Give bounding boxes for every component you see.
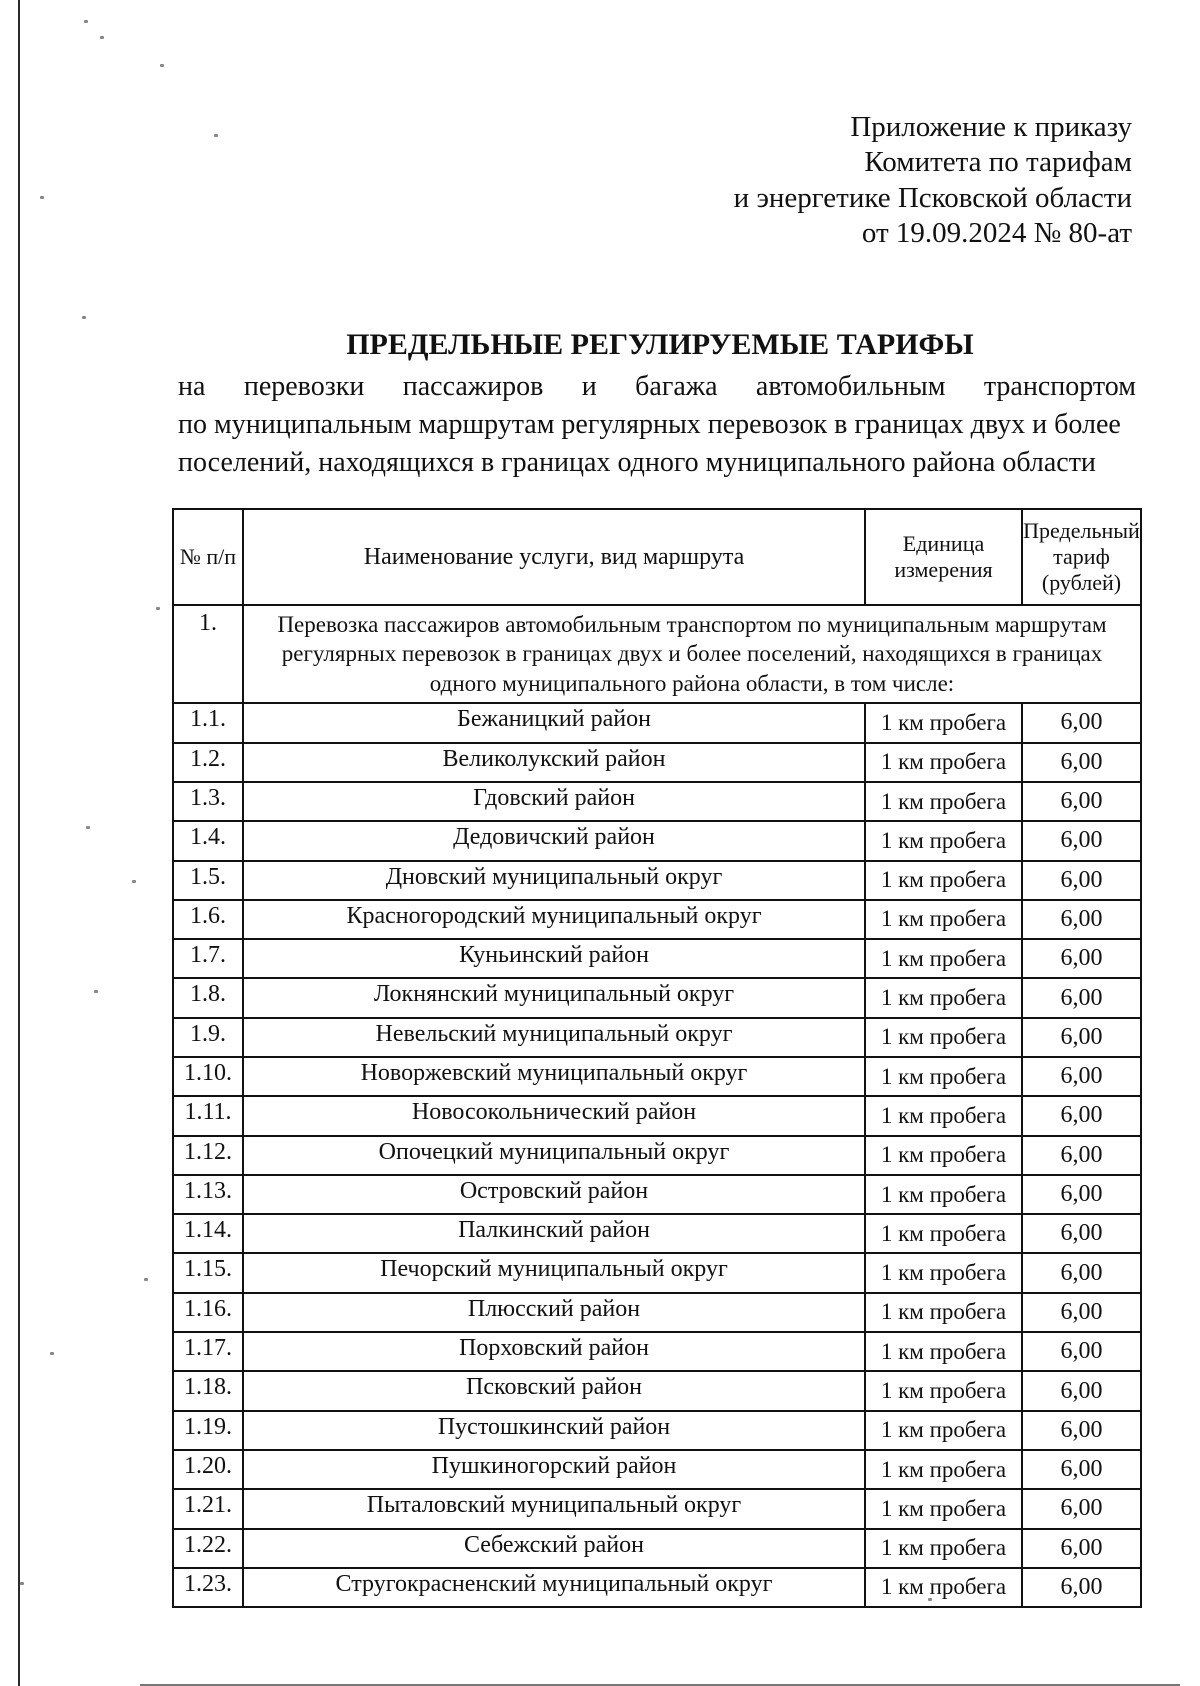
row-district-name: Новоржевский муниципальный округ (243, 1057, 865, 1096)
document-title: ПРЕДЕЛЬНЫЕ РЕГУЛИРУЕМЫЕ ТАРИФЫ (346, 328, 974, 361)
row-number: 1.10. (173, 1057, 243, 1096)
row-unit: 1 км пробега (865, 1214, 1022, 1253)
row-tariff: 6,00 (1022, 782, 1141, 821)
row-number: 1.21. (173, 1489, 243, 1528)
row-tariff: 6,00 (1022, 1096, 1141, 1135)
row-tariff: 6,00 (1022, 1057, 1141, 1096)
row-unit: 1 км пробега (865, 1450, 1022, 1489)
subtitle-word: перевозки (243, 371, 365, 402)
subtitle-word: и (581, 371, 597, 402)
table-row (173, 1096, 1141, 1135)
scan-speck (144, 1278, 148, 1281)
subtitle-word: транспортом (983, 371, 1136, 402)
table-header-row (173, 509, 1141, 605)
table-row (173, 743, 1141, 782)
row-district-name: Себежский район (243, 1529, 865, 1568)
row-district-name: Гдовский район (243, 782, 865, 821)
row-district-name: Плюсский район (243, 1293, 865, 1332)
table-row (173, 978, 1141, 1017)
table-row (173, 1371, 1141, 1410)
row-district-name: Куньинский район (243, 939, 865, 978)
table-row (173, 782, 1141, 821)
table-row (173, 821, 1141, 860)
row-unit: 1 км пробега (865, 900, 1022, 939)
scan-speck (20, 1582, 24, 1585)
section-number: 1. (173, 605, 243, 703)
table-row (173, 1214, 1141, 1253)
row-district-name: Опочецкий муниципальный округ (243, 1136, 865, 1175)
row-tariff: 6,00 (1022, 900, 1141, 939)
row-unit: 1 км пробега (865, 743, 1022, 782)
row-number: 1.7. (173, 939, 243, 978)
header-unit: Единица измерения (865, 509, 1022, 605)
row-tariff: 6,00 (1022, 1529, 1141, 1568)
row-number: 1.16. (173, 1293, 243, 1332)
row-number: 1.2. (173, 743, 243, 782)
scan-speck (132, 880, 136, 883)
table-row (173, 1136, 1141, 1175)
row-number: 1.15. (173, 1253, 243, 1292)
row-number: 1.5. (173, 861, 243, 900)
header-number: № п/п (173, 509, 243, 605)
row-number: 1.6. (173, 900, 243, 939)
row-unit: 1 км пробега (865, 1568, 1022, 1607)
table-row (173, 1018, 1141, 1057)
subtitle-line: поселений, находящихся в границах одного муниципального района области (178, 447, 1096, 479)
row-unit: 1 км пробега (865, 1057, 1022, 1096)
row-number: 1.12. (173, 1136, 243, 1175)
table-row (173, 900, 1141, 939)
table-row (173, 1293, 1141, 1332)
row-number: 1.20. (173, 1450, 243, 1489)
row-number: 1.1. (173, 703, 243, 742)
table-row (173, 703, 1141, 742)
row-tariff: 6,00 (1022, 1253, 1141, 1292)
row-tariff: 6,00 (1022, 1450, 1141, 1489)
row-unit: 1 км пробега (865, 1018, 1022, 1057)
row-district-name: Красногородский муниципальный округ (243, 900, 865, 939)
document-subtitle (178, 368, 1136, 482)
row-tariff: 6,00 (1022, 1175, 1141, 1214)
row-tariff: 6,00 (1022, 1568, 1141, 1607)
table-row (173, 1450, 1141, 1489)
row-tariff: 6,00 (1022, 1371, 1141, 1410)
row-district-name: Новосокольнический район (243, 1096, 865, 1135)
approval-line: Приложение к приказу (850, 111, 1132, 143)
row-unit: 1 км пробега (865, 1253, 1022, 1292)
table-row (173, 1175, 1141, 1214)
row-district-name: Локнянский муниципальный округ (243, 978, 865, 1017)
row-tariff: 6,00 (1022, 1214, 1141, 1253)
row-number: 1.13. (173, 1175, 243, 1214)
table-row (173, 939, 1141, 978)
table-row (173, 1057, 1141, 1096)
header-service-name: Наименование услуги, вид маршрута (243, 509, 865, 605)
scan-speck (40, 196, 44, 199)
approval-line: Комитета по тарифам (864, 146, 1132, 179)
row-tariff: 6,00 (1022, 1332, 1141, 1371)
row-unit: 1 км пробега (865, 1175, 1022, 1214)
subtitle-line: по муниципальным маршрутам регулярных перевозок в границах двух и более (178, 409, 1121, 441)
approval-block (734, 110, 1132, 252)
row-tariff: 6,00 (1022, 1136, 1141, 1175)
row-tariff: 6,00 (1022, 1489, 1141, 1528)
header-tariff: Предельный тариф (рублей) (1022, 509, 1141, 605)
scan-page-edge (18, 0, 20, 1686)
row-unit: 1 км пробега (865, 1096, 1022, 1135)
row-tariff: 6,00 (1022, 1018, 1141, 1057)
scan-speck (50, 1352, 54, 1355)
row-number: 1.11. (173, 1096, 243, 1135)
row-tariff: 6,00 (1022, 821, 1141, 860)
row-tariff: 6,00 (1022, 1293, 1141, 1332)
row-tariff: 6,00 (1022, 978, 1141, 1017)
row-unit: 1 км пробега (865, 1332, 1022, 1371)
row-number: 1.9. (173, 1018, 243, 1057)
row-district-name: Великолукский район (243, 743, 865, 782)
table-row (173, 1489, 1141, 1528)
scan-speck (82, 316, 86, 319)
row-district-name: Печорский муниципальный округ (243, 1253, 865, 1292)
table-row (173, 1253, 1141, 1292)
section-description: Перевозка пассажиров автомобильным транспортом по муниципальным маршрутам регулярных перевозок в границах двух и более поселений, находящихся в границах одного муниципального района области, в том числе: (243, 605, 1141, 703)
scan-speck (84, 20, 88, 23)
scan-speck (100, 36, 104, 39)
subtitle-word: автомобильным (755, 371, 946, 402)
row-district-name: Дновский муниципальный округ (243, 861, 865, 900)
subtitle-word: пассажиров (402, 371, 544, 402)
row-district-name: Стругокрасненский муниципальный округ (243, 1568, 865, 1607)
row-district-name: Пыталовский муниципальный округ (243, 1489, 865, 1528)
row-district-name: Пушкиногорский район (243, 1450, 865, 1489)
row-district-name: Порховский район (243, 1332, 865, 1371)
row-district-name: Пустошкинский район (243, 1411, 865, 1450)
subtitle-line-justified (178, 368, 1136, 406)
approval-line: и энергетике Псковской области (733, 181, 1132, 214)
scan-speck (94, 990, 98, 993)
row-unit: 1 км пробега (865, 1489, 1022, 1528)
table-row (173, 1568, 1141, 1607)
row-number: 1.17. (173, 1332, 243, 1371)
scan-speck (160, 64, 164, 67)
row-unit: 1 км пробега (865, 821, 1022, 860)
row-district-name: Псковский район (243, 1371, 865, 1410)
row-number: 1.4. (173, 821, 243, 860)
row-tariff: 6,00 (1022, 1411, 1141, 1450)
row-number: 1.18. (173, 1371, 243, 1410)
row-tariff: 6,00 (1022, 703, 1141, 742)
row-unit: 1 км пробега (865, 782, 1022, 821)
row-number: 1.19. (173, 1411, 243, 1450)
row-number: 1.14. (173, 1214, 243, 1253)
subtitle-word: багажа (635, 371, 718, 402)
row-number: 1.3. (173, 782, 243, 821)
row-unit: 1 км пробега (865, 1529, 1022, 1568)
row-unit: 1 км пробега (865, 1136, 1022, 1175)
row-tariff: 6,00 (1022, 861, 1141, 900)
scan-speck (156, 607, 160, 610)
scan-speck (214, 134, 218, 137)
row-tariff: 6,00 (1022, 939, 1141, 978)
row-unit: 1 км пробега (865, 978, 1022, 1017)
row-unit: 1 км пробега (865, 861, 1022, 900)
row-district-name: Бежаницкий район (243, 703, 865, 742)
row-unit: 1 км пробега (865, 1411, 1022, 1450)
table-row (173, 1411, 1141, 1450)
row-district-name: Дедовичский район (243, 821, 865, 860)
row-district-name: Островский район (243, 1175, 865, 1214)
row-unit: 1 км пробега (865, 1293, 1022, 1332)
table-row (173, 861, 1141, 900)
scan-speck (86, 826, 90, 829)
tariff-table (172, 508, 1142, 1608)
row-number: 1.8. (173, 978, 243, 1017)
row-number: 1.23. (173, 1568, 243, 1607)
table-row (173, 1529, 1141, 1568)
row-district-name: Палкинский район (243, 1214, 865, 1253)
row-number: 1.22. (173, 1529, 243, 1568)
row-district-name: Невельский муниципальный округ (243, 1018, 865, 1057)
row-unit: 1 км пробега (865, 703, 1022, 742)
row-tariff: 6,00 (1022, 743, 1141, 782)
row-unit: 1 км пробега (865, 939, 1022, 978)
approval-line: от 19.09.2024 № 80-ат (861, 217, 1132, 250)
section-row (173, 605, 1141, 703)
subtitle-word: на (178, 371, 206, 402)
row-unit: 1 км пробега (865, 1371, 1022, 1410)
table-row (173, 1332, 1141, 1371)
